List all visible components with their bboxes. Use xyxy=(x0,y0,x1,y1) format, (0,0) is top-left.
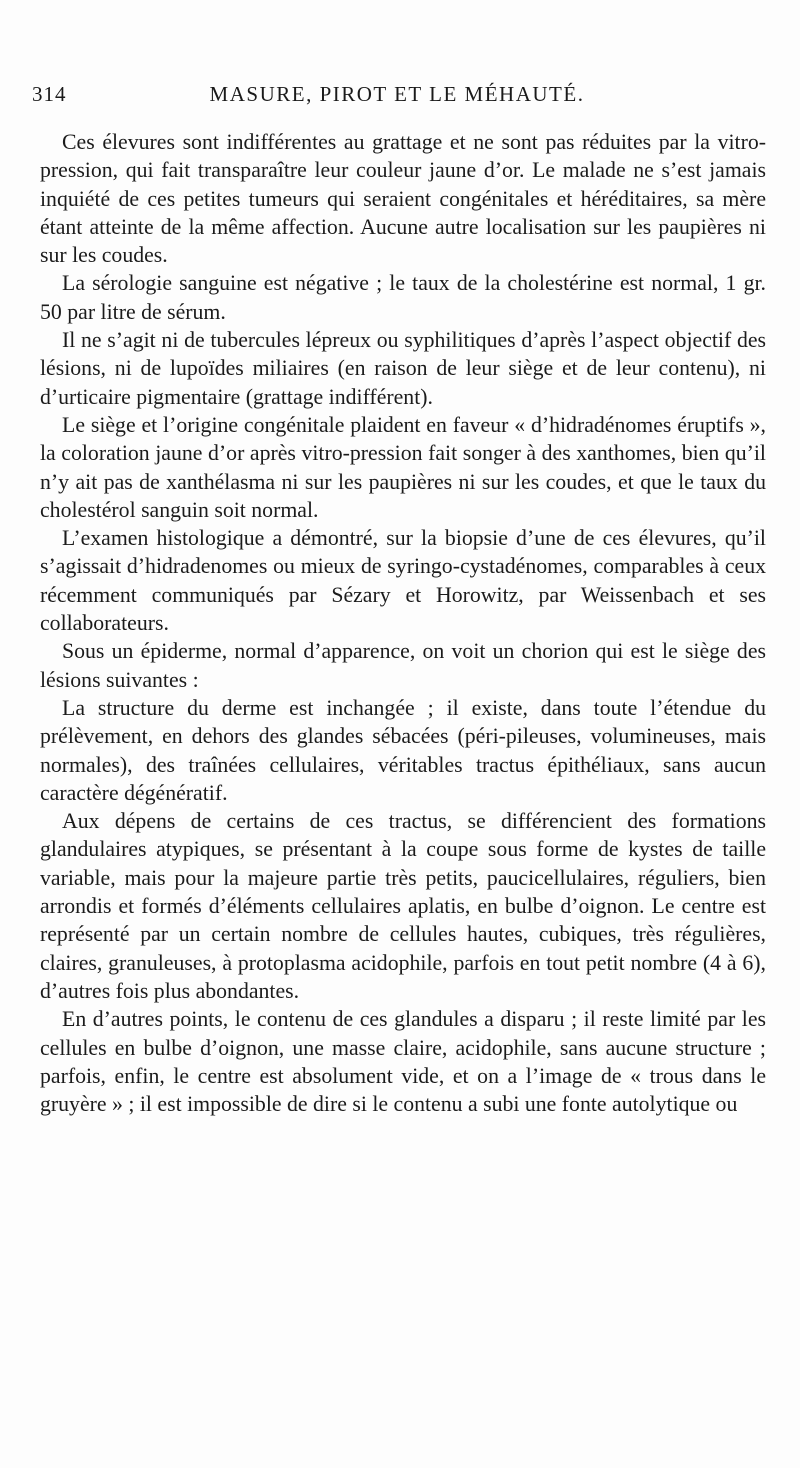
paragraph: Ces élevures sont indifférentes au grattage et ne sont pas réduites par la vitro-pression, qui fait transparaître leur couleur jaune d’or. Le malade ne s’est jamais inquiété de ces petites tumeurs qui seraient congénitales et héréditaires, sa mère étant atteinte de la même affection. Aucune autre localisation sur les paupières ni sur les coudes. xyxy=(40,130,766,268)
paragraph: Sous un épiderme, normal d’apparence, on voit un chorion qui est le siège des lésions suivantes : xyxy=(40,639,766,692)
paragraph: En d’autres points, le contenu de ces glandules a disparu ; il reste limité par les cellules en bulbe d’oignon, une masse claire, acidophile, sans aucune structure ; parfois, enfin, le centre est absolument vide, et on a l’image de « trous dans le gruyère » ; il est impossible de dire si le contenu a subi une fonte autolytique ou xyxy=(40,1007,766,1117)
paragraph: La structure du derme est inchangée ; il existe, dans toute l’étendue du prélèvement, en dehors des glandes sébacées (péri-pileuses, volumineuses, mais normales), des traînées cellulaires, véritables tractus épithéliaux, sans aucun caractère dégénératif. xyxy=(40,695,766,805)
body-text xyxy=(40,128,766,1118)
page-header xyxy=(32,82,762,112)
paragraph: L’examen histologique a démontré, sur la biopsie d’une de ces élevures, qu’il s’agissait d’hidradenomes ou mieux de syringo-cystadénomes, comparables à ceux récemment communiqués par Sézary et Horowitz, par Weissenbach et ses collaborateurs. xyxy=(40,526,766,636)
paragraph: Aux dépens de certains de ces tractus, se différencient des formations glandulaires atypiques, se présentant à la coupe sous forme de kystes de taille variable, mais pour la majeure partie très petits, paucicellulaires, réguliers, bien arrondis et formés d’éléments cellulaires aplatis, en bulbe d’oignon. Le centre est représenté par un certain nombre de cellules hautes, cubiques, très régulières, claires, granuleuses, à protoplasma acidophile, parfois en tout petit nombre (4 à 6), d’autres fois plus abondantes. xyxy=(40,809,766,1003)
paragraph: La sérologie sanguine est négative ; le taux de la cholestérine est normal, 1 gr. 50 par litre de sérum. xyxy=(40,271,766,324)
running-title: MASURE, PIROT ET LE MÉHAUTÉ. xyxy=(209,82,585,106)
paragraph: Le siège et l’origine congénitale plaident en faveur « d’hidradénomes éruptifs », la coloration jaune d’or après vitro-pression fait songer à des xanthomes, bien qu’il n’y ait pas de xanthélasma ni sur les paupières ni sur les coudes, et que le taux du cholestérol sanguin soit normal. xyxy=(40,412,766,522)
page-number: 314 xyxy=(32,82,67,106)
paragraph: Il ne s’agit ni de tubercules lépreux ou syphilitiques d’après l’aspect objectif des lésions, ni de lupoïdes miliaires (en raison de leur siège et de leur contenu), ni d’urticaire pigmentaire (grattage indifférent). xyxy=(40,328,766,409)
